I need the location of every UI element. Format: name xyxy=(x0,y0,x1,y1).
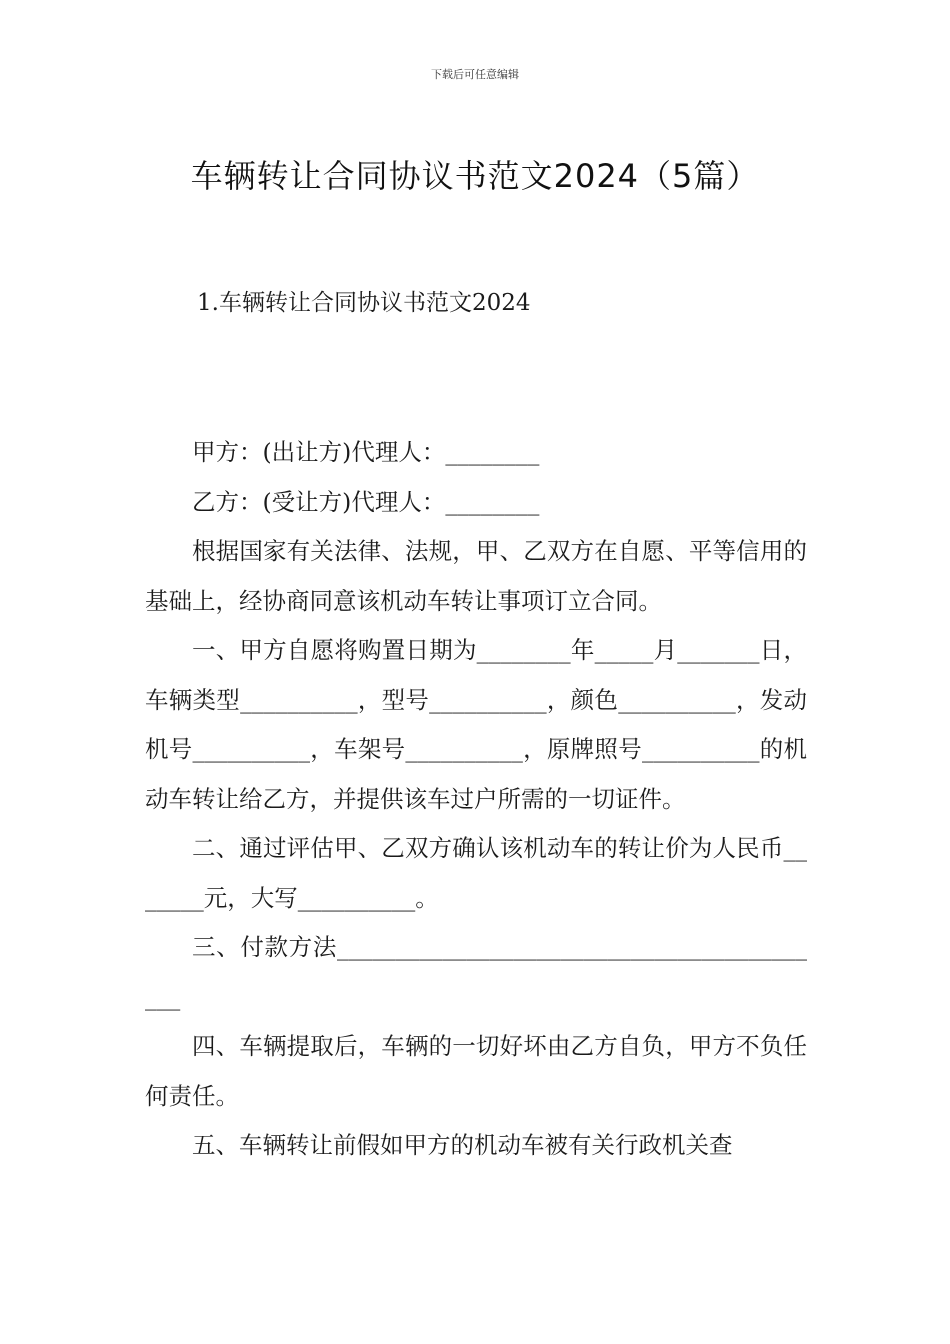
paragraph-clause-3: 三、付款方法___________________________________________ xyxy=(145,933,807,1011)
paragraph-clause-2: 二、通过评估甲、乙双方确认该机动车的转让价为人民币_______元，大写__________。 xyxy=(145,834,807,912)
page-title: 车辆转让合同协议书范文2024（5篇） xyxy=(190,157,760,196)
paragraph-preamble: 根据国家有关法律、法规，甲、乙双方在自愿、平等信用的基础上，经协商同意该机动车转让事项订立合同。 xyxy=(145,537,807,615)
paragraph-clause-4: 四、车辆提取后，车辆的一切好坏由乙方自负，甲方不负任何责任。 xyxy=(145,1032,807,1110)
paragraph-party-a: 甲方：(出让方)代理人：________ xyxy=(192,438,540,466)
section-heading: 1.车辆转让合同协议书范文2024 xyxy=(197,290,531,316)
paragraph-party-b: 乙方：(受让方)代理人：________ xyxy=(192,487,540,516)
document-body xyxy=(145,428,807,1171)
header-note: 下载后可任意编辑 xyxy=(431,68,519,81)
paragraph-clause-1: 一、甲方自愿将购置日期为________年_____月_______日，车辆类型__________，型号__________，颜色__________，发动机号__________，车架号__________，原牌照号__________的机动车转让给乙方，并提供该车过户所需的一切证件。 xyxy=(145,636,807,813)
paragraph-clause-5: 五、车辆转让前假如甲方的机动车被有关行政机关查 xyxy=(192,1131,733,1159)
